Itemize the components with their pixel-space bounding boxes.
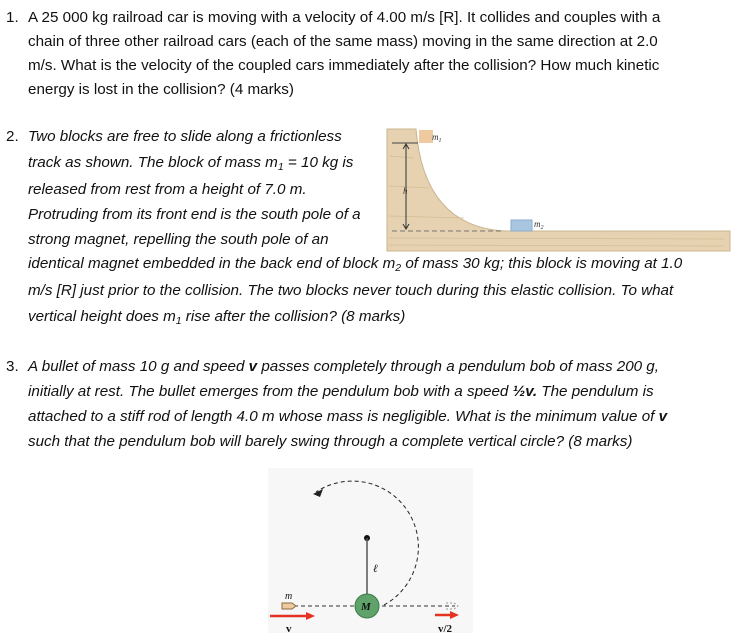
q1-number: 1. <box>6 9 19 26</box>
q1-line: A 25 000 kg railroad car is moving with a velocity of 4.00 m/s [R]. It collides and couples with a <box>28 9 661 26</box>
bullet <box>282 603 296 609</box>
label-m: m <box>285 591 293 602</box>
label-v-half: v/2 <box>438 623 453 635</box>
label-m2: $m_2$ <box>534 219 544 231</box>
q2-number: 2. <box>6 128 19 145</box>
q2-line: Protruding from its front end is the south pole of a <box>28 206 361 223</box>
q3-line: attached to a stiff rod of length 4.0 m whose mass is negligible. What is the minimum value of v <box>28 408 668 425</box>
block-m1 <box>419 130 433 143</box>
q1-line: chain of three other railroad cars (each of the same mass) moving in the same direction at 2.0 <box>28 33 658 50</box>
label-m1: $m_1$ <box>432 132 442 144</box>
q2-line: Two blocks are free to slide along a frictionless <box>28 128 342 145</box>
block-m2 <box>511 220 532 231</box>
q1-line: m/s. What is the velocity of the coupled cars immediately after the collision? How much kinetic <box>28 57 660 74</box>
label-length: ℓ <box>373 563 378 575</box>
q2-line: m/s [R] just prior to the collision. The two blocks never touch during this elastic collision. To what <box>28 282 674 299</box>
q2-line: released from rest from a height of 7.0 m. <box>28 181 307 198</box>
pendulum-figure <box>260 460 480 638</box>
q1-line: energy is lost in the collision? (4 marks) <box>28 81 294 98</box>
label-M: M <box>361 601 371 613</box>
label-h: h <box>403 186 408 196</box>
q3-line: A bullet of mass 10 g and speed v passes completely through a pendulum bob of mass 200 g, <box>28 358 659 375</box>
q2-line: track as shown. The block of mass $m_1 = 10$ kg is <box>28 154 354 173</box>
q2-line: vertical height does $m_1$ rise after the collision? (8 marks) <box>28 308 406 327</box>
q2-line: strong magnet, repelling the south pole of an <box>28 231 329 248</box>
q3-line: such that the pendulum bob will barely swing through a complete vertical circle? (8 marks) <box>28 433 633 450</box>
label-v: v <box>286 623 292 635</box>
q3-number: 3. <box>6 358 19 375</box>
q3-line: initially at rest. The bullet emerges from the pendulum bob with a speed ½v. The pendulum is <box>28 383 654 400</box>
q2-line: identical magnet embedded in the back end of block $m_2$ of mass 30 kg; this block is moving at 1.0 <box>28 255 683 274</box>
track-figure <box>384 126 734 254</box>
